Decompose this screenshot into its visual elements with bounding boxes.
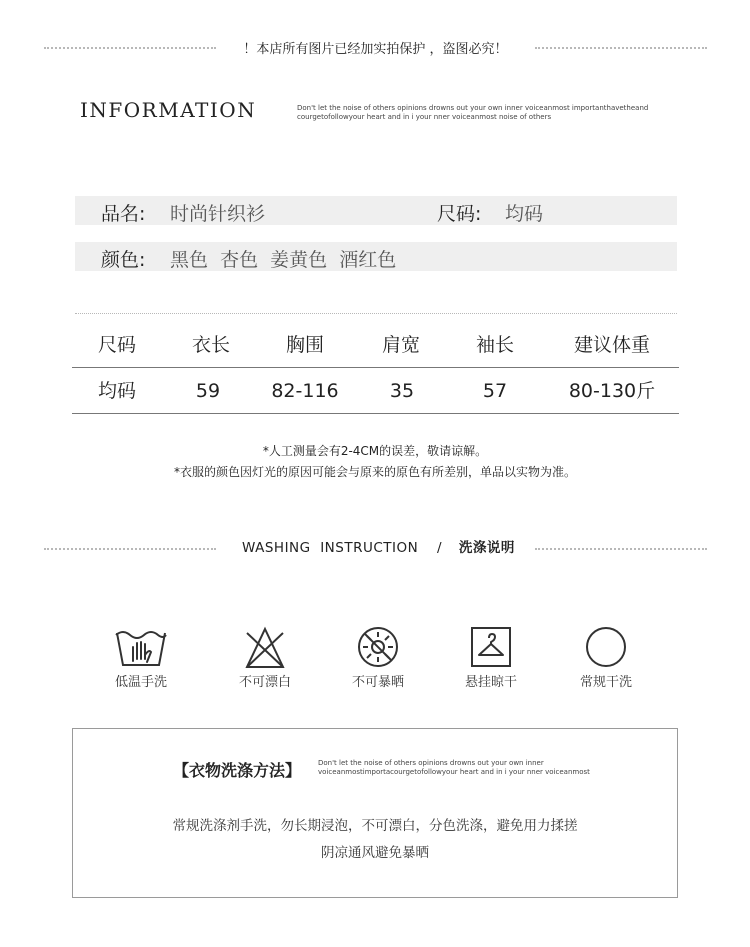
product-color-value: 黑色 杏色 姜黄色 酒红色 (170, 249, 397, 271)
cell-length: 59 (195, 380, 221, 402)
cell-size: 均码 (97, 380, 136, 402)
notice-right-dots (535, 47, 707, 49)
dry-clean-label: 常规干洗 (579, 675, 632, 690)
information-subtitle-line2: courgetofollowyour heart and in i your nner voiceanmost noise of others (297, 113, 552, 121)
dry-clean-icon (578, 625, 634, 673)
no-bleach-label: 不可漂白 (238, 675, 291, 690)
measurement-note: *人工测量会有2-4CM的误差，敬请谅解。 (262, 444, 488, 458)
washing-right-dots (535, 548, 707, 550)
hand-wash-icon (113, 625, 169, 673)
cell-weight: 80-130斤 (568, 380, 656, 402)
washing-method-line2: 阴凉通风避免暴晒 (321, 845, 429, 861)
washing-method-box (72, 728, 678, 898)
washing-method-subtitle (318, 759, 618, 777)
hang-dry-icon (463, 625, 519, 673)
product-size-label: 尺码: (437, 203, 482, 225)
cell-bust: 82-116 (271, 380, 339, 402)
washing-title-en: WASHING INSTRUCTION (242, 540, 419, 556)
hang-dry-label: 悬挂晾干 (464, 675, 517, 690)
cell-sleeve: 57 (482, 380, 508, 402)
header-bust: 胸围 (285, 334, 324, 356)
table-top-dots (75, 313, 677, 314)
washing-method-line1: 常规洗涤剂手洗，勿长期浸泡，不可漂白，分色洗涤，避免用力揉搓 (172, 818, 578, 834)
hand-wash-label: 低温手洗 (114, 675, 167, 690)
washing-title-separator: / (437, 540, 443, 556)
washing-heading (0, 536, 750, 556)
washing-title-cn: 洗涤说明 (458, 540, 515, 556)
no-bleach-icon (237, 625, 293, 673)
product-size-value: 均码 (505, 203, 544, 225)
copyright-notice-text: ！本店所有图片已经加实拍保护 ，盗图必究！ (243, 42, 508, 57)
no-sun-label: 不可暴晒 (351, 675, 404, 690)
washing-method-title: 【衣物洗涤方法】 (173, 761, 302, 780)
header-sleeve: 袖长 (475, 334, 514, 356)
information-subtitle (297, 104, 677, 122)
table-row (72, 368, 679, 414)
table-bottom-rule (72, 413, 679, 414)
header-weight: 建议体重 (573, 334, 650, 356)
washing-title (242, 536, 515, 556)
header-length: 衣长 (191, 334, 230, 356)
product-name-band (75, 196, 677, 225)
product-color-band (75, 242, 677, 271)
washing-method-subtitle-line2: voiceanmostimportacourgetofollowyour heart and in i your nner voiceanmost (318, 768, 590, 776)
size-table-header (72, 322, 679, 368)
product-color-label: 颜色: (101, 249, 146, 271)
header-shoulder: 肩宽 (381, 334, 420, 356)
color-note: *衣服的颜色因灯光的原因可能会与原来的原色有所差别，单品以实物为准。 (173, 465, 576, 479)
product-name-value: 时尚针织衫 (170, 203, 266, 225)
product-name-label: 品名: (101, 203, 146, 225)
washing-method-subtitle-line1: Don't let the noise of others opinions drowns out your own inner (318, 759, 544, 767)
header-size: 尺码 (97, 334, 136, 356)
no-sun-icon (350, 625, 406, 673)
information-subtitle-line1: Don't let the noise of others opinions drowns out your own inner voiceanmost importanthavetheand (297, 104, 649, 112)
cell-shoulder: 35 (389, 380, 415, 402)
information-title: INFORMATION (80, 98, 257, 122)
